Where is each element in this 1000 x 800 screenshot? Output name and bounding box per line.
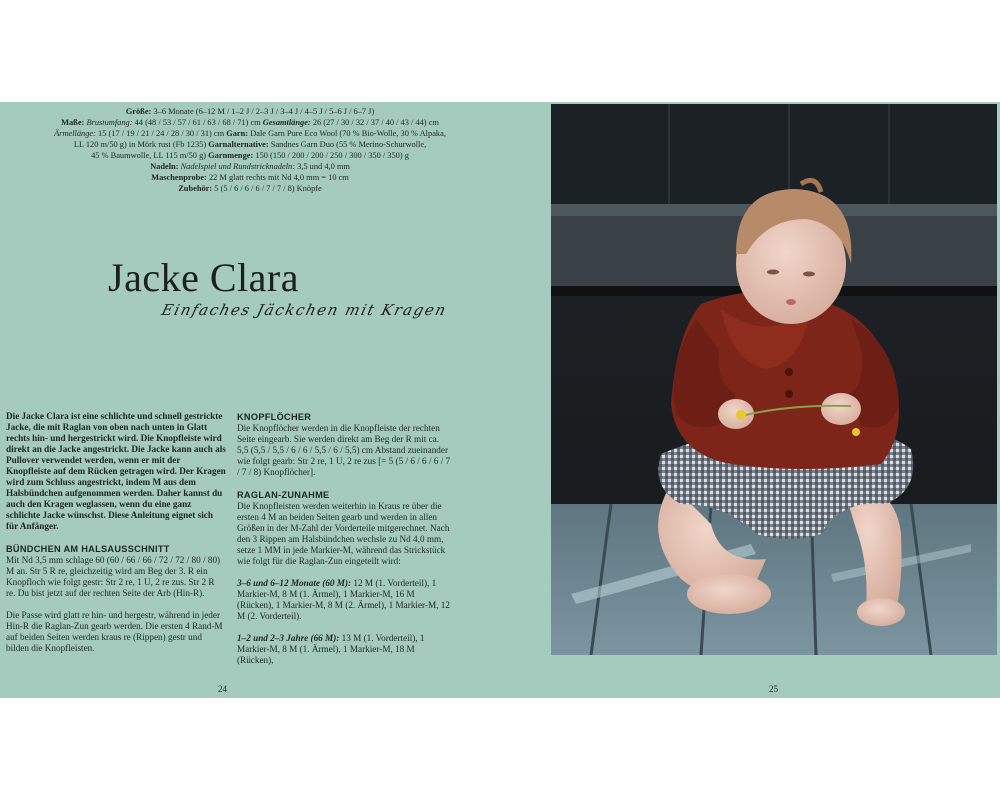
section-heading-neckband: BÜNDCHEN AM HALSAUSSCHNITT: [6, 544, 170, 554]
toddler-photo: [551, 104, 997, 655]
toddler-photo-illustration: [551, 104, 997, 655]
text-column-left: [6, 411, 226, 665]
spec-yarn-amount: 45 % Baumwolle, LL 115 m/50 g) Garnmenge: 150 (150 / 200 / 200 / 250 / 300 / 350 / 350) g: [91, 151, 409, 160]
raglan-paragraph: Die Knopfleisten werden weiterhin in Kraus re über die ersten 4 M an beiden Seiten gearb und werden in allen Größen in der M-Zahl der Vorderteile mitgerechnet. Nach den 3 Rippen am Halsbündchen wechsle zu Nd 4,0 mm, setze 1 MM in jede Markier-M, während das Strickstück wie folgt für die Raglan-Zun eingeteilt wird:: [237, 501, 450, 566]
intro-paragraph: Die Jacke Clara ist eine schlichte und schnell gestrickte Jacke, die mit Raglan von oben nach unten in Glatt rechts hin- und hergestrickt wird. Die Knopfleiste wird direkt an die Jacke angestrickt. Die Jacke kann auch als Pullover verwendet werden, wenn er mit der Knopfleiste auf dem Rücken getragen wird. Der Kragen wird zum Schluss angestrickt, indem M aus dem Halsbündchen aufgenommen werden. Daher kannst du auch den Kragen weglassen, wenn du eine ganz schlichte Jacke wünschst. Diese Anleitung eignet sich für Anfänger.: [6, 411, 226, 531]
spec-needles: Nadeln: Nadelspiel und Rundstricknadeln: 3,5 und 4,0 mm: [150, 162, 350, 171]
buttonholes-paragraph: Die Knopflöcher werden in die Knopfleiste der rechten Seite eingearb. Sie werden direkt am Beg der R mit ca. 5,5 (5,5 / 5,5 / 6 / 6 / 5,5 / 6 / 5,5) cm Abstand zueinander wie folgt gearb: Str 2 re, 1 U, 2 re zus [= 5 (5 / 6 / 6 / 6 / 7 / 7 / 8) Knopflöcher].: [237, 423, 451, 477]
size-paragraph-2: 1–2 und 2–3 Jahre (66 M): 13 M (1. Vorderteil), 1 Markier-M, 8 M (1. Ärmel), 1 Markier-M, 18 M (Rücken),: [237, 633, 425, 665]
pattern-subtitle: Einfaches Jäckchen mit Kragen: [159, 301, 450, 319]
neckband-paragraph: Mit Nd 3,5 mm schlage 60 (60 / 66 / 66 / 72 / 72 / 80 / 80) M an. Str 5 R re, gleichzeitig wird am Beg der 3. R ein Knopfloch wie folgt gestr: Str 2 re, 1 U, 2 re zus. Str 2 R re. Du bist jetzt auf der rechten Seite der Arb (Hin-R).: [6, 555, 221, 598]
page-number-left: 24: [218, 684, 227, 694]
spec-size: Größe: 3–6 Monate (6–12 M / 1–2 J / 2–3 J / 3–4 J / 4–5 J / 5–6 J / 6–7 J): [125, 107, 375, 116]
spec-sleeve-yarn: Ärmellänge: 15 (17 / 19 / 21 / 24 / 28 / 30 / 31) cm Garn: Dale Garn Pure Eco Wool (70 % Bio-Wolle, 30 % Alpaka,: [54, 129, 446, 138]
spec-measurements: Maße: Brustumfang: 44 (48 / 53 / 57 / 61 / 63 / 68 / 71) cm Gesamtlänge: 26 (27 / 30 / 32 / 37 / 40 / 43 / 44) cm: [61, 118, 439, 127]
spec-gauge: Maschenprobe: 22 M glatt rechts mit Nd 4,0 mm = 10 cm: [151, 173, 349, 182]
pattern-title: Jacke Clara: [108, 255, 299, 300]
yoke-paragraph: Die Passe wird glatt re hin- und hergestr, während in jeder Hin-R die Raglan-Zun gearb werden. Die ersten 4 Rand-M auf beiden Seiten werden kraus re (Rippen) gestr und bilden die Knopfleisten.: [6, 610, 223, 653]
spec-yarn-alt: LL 120 m/50 g) in Mörk rust (Fb 1235) Garnalternative: Sandnes Garn Duo (55 % Merino-Schurwolle,: [73, 140, 427, 149]
section-heading-buttonholes: KNOPFLÖCHER: [237, 412, 312, 422]
text-column-right: [237, 411, 451, 677]
pattern-specs: [0, 106, 500, 194]
spec-notions: Zubehör: 5 (5 / 6 / 6 / 6 / 7 / 7 / 8) Knöpfe: [178, 184, 322, 193]
section-heading-raglan: RAGLAN-ZUNAHME: [237, 490, 330, 500]
page-number-right: 25: [769, 684, 778, 694]
size-paragraph-1: 3–6 und 6–12 Monate (60 M): 12 M (1. Vorderteil), 1 Markier-M, 8 M (1. Ärmel), 1 Markier-M, 16 M (Rücken), 1 Markier-M, 8 M (2. Ärmel), 1 Markier-M, 12 M (2. Vorderteil).: [237, 578, 450, 621]
